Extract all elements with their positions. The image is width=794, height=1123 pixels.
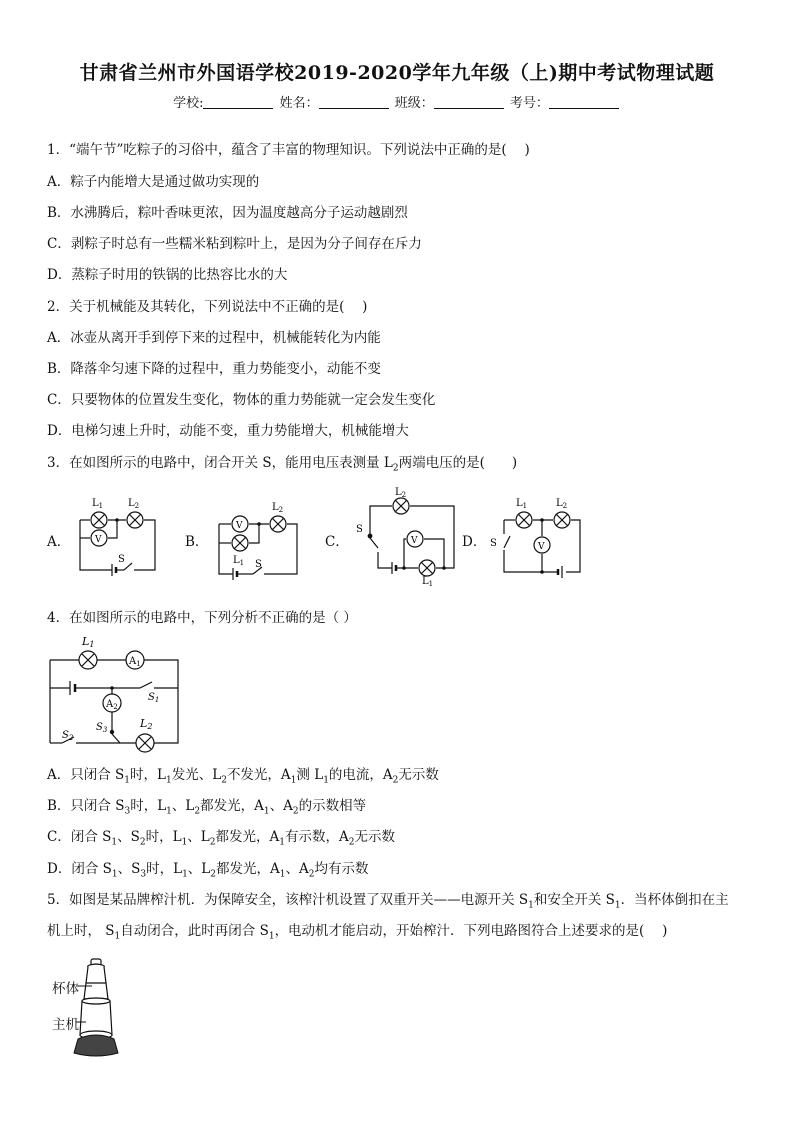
label-l2: $L_2$: [128, 498, 140, 510]
q4-option-d: D．闭合 $S_1$、$S_3$时，$L_1$、$L_2$都发光，$A_1$、$A_2$均有示数: [47, 861, 369, 880]
q4-stem: 4．在如图所示的电路中，下列分析不正确的是（ ）: [47, 610, 357, 626]
q2-stem: 2．关于机械能及其转化，下列说法中不正确的是( ): [47, 299, 368, 315]
q4-option-b: B．只闭合 $S_3$时，$L_1$、$L_2$都发光，$A_1$、$A_2$的示数相等: [47, 798, 367, 817]
label-l1: L1: [82, 635, 95, 649]
name-blank: [319, 96, 389, 109]
label-l1: $L_1$: [233, 555, 245, 567]
school-label: 学校:: [173, 96, 204, 111]
cup-label: 杯体: [52, 981, 79, 997]
class-label: 班级：: [394, 96, 434, 111]
q3-circuit-c: [348, 486, 460, 586]
q2-option-c: C．只要物体的位置发生变化，物体的重力势能就一定会发生变化: [47, 392, 436, 408]
label-l2: $L_2$: [272, 502, 284, 514]
label-v: V: [538, 542, 545, 552]
q1-stem: 1．“端午节”吃粽子的习俗中，蕴含了丰富的物理知识。下列说法中正确的是( ): [47, 142, 530, 158]
id-blank: [549, 96, 619, 109]
label-v: V: [411, 536, 418, 546]
label-s1: $S_1$: [148, 692, 160, 704]
juicer-figure: [48, 955, 138, 1060]
label-v: V: [95, 535, 102, 545]
q1-option-a: A．粽子内能增大是通过做功实现的: [47, 174, 260, 190]
label-s: S: [118, 554, 125, 565]
q3-circuit-a: [68, 494, 163, 579]
q3-option-c-label: C．: [325, 534, 349, 550]
label-l2: L2: [140, 717, 153, 731]
base-label: 主机: [52, 1017, 79, 1033]
student-info-line: [0, 92, 794, 111]
q1-option-d: D．蒸粽子时用的铁锅的比热容比水的大: [47, 267, 288, 283]
q2-option-b: B．降落伞匀速下降的过程中，重力势能变小，动能不变: [47, 361, 381, 377]
school-blank: [203, 96, 273, 109]
label-s: S: [356, 524, 363, 535]
q1-option-c: C．剥粽子时总有一些糯米粘到粽叶上，是因为分子间存在斥力: [47, 236, 422, 252]
label-s: S: [490, 538, 497, 549]
q4-circuit: [40, 630, 185, 755]
q3-circuit-b: [205, 496, 305, 581]
q3-stem: 3．在如图所示的电路中，闭合开关 S，能用电压表测量 $L_2$两端电压的是( ): [47, 455, 518, 474]
class-blank: [434, 96, 504, 109]
page-title: 甘肃省兰州市外国语学校2019-2020学年九年级（上)期中考试物理试题: [79, 62, 715, 84]
q2-option-d: D．电梯匀速上升时，动能不变，重力势能增大，机械能增大: [47, 423, 409, 439]
label-l2: $L_2$: [395, 487, 407, 499]
q5-stem-line2: 机上时， $S_1$自动闭合，此时再闭合 $S_1$，电动机才能启动，开始榨汁．下列电路图符合上述要求的是( ): [47, 923, 668, 942]
label-s3: $S_3$: [96, 722, 108, 734]
q5-stem-line1: 5．如图是某品牌榨汁机．为保障安全，该榨汁机设置了双重开关——电源开关 $S_1$和安全开关 $S_1$．当杯体倒扣在主: [47, 892, 729, 911]
label-a1: $A_1$: [129, 656, 141, 668]
name-label: 姓名：: [279, 96, 319, 111]
label-v: V: [236, 521, 243, 531]
label-s: S: [255, 559, 262, 570]
label-l1: $L_1$: [422, 576, 434, 586]
id-label: 考号：: [509, 96, 549, 111]
label-l1: $L_1$: [92, 498, 104, 510]
q3-circuit-d: [488, 494, 588, 579]
q3-option-d-label: D．: [462, 534, 487, 550]
q2-option-a: A．冰壶从离开手到停下来的过程中，机械能转化为内能: [47, 330, 381, 346]
q4-option-a: A．只闭合 $S_1$时，$L_1$发光、$L_2$不发光，$A_1$测 $L_1$的电流，$A_2$无示数: [47, 767, 439, 786]
q3-option-b-label: B．: [185, 534, 209, 550]
label-a2: $A_2$: [106, 699, 118, 711]
q1-option-b: B．水沸腾后，粽叶香味更浓，因为温度越高分子运动越剧烈: [47, 205, 408, 221]
q3-option-a-label: A．: [47, 534, 71, 550]
q4-option-c: C．闭合 $S_1$、$S_2$时，$L_1$、$L_2$都发光，$A_1$有示数，$A_2$无示数: [47, 829, 395, 848]
label-l2: $L_2$: [556, 498, 568, 510]
label-l1: $L_1$: [516, 498, 528, 510]
label-s2: $S_2$: [62, 730, 74, 742]
